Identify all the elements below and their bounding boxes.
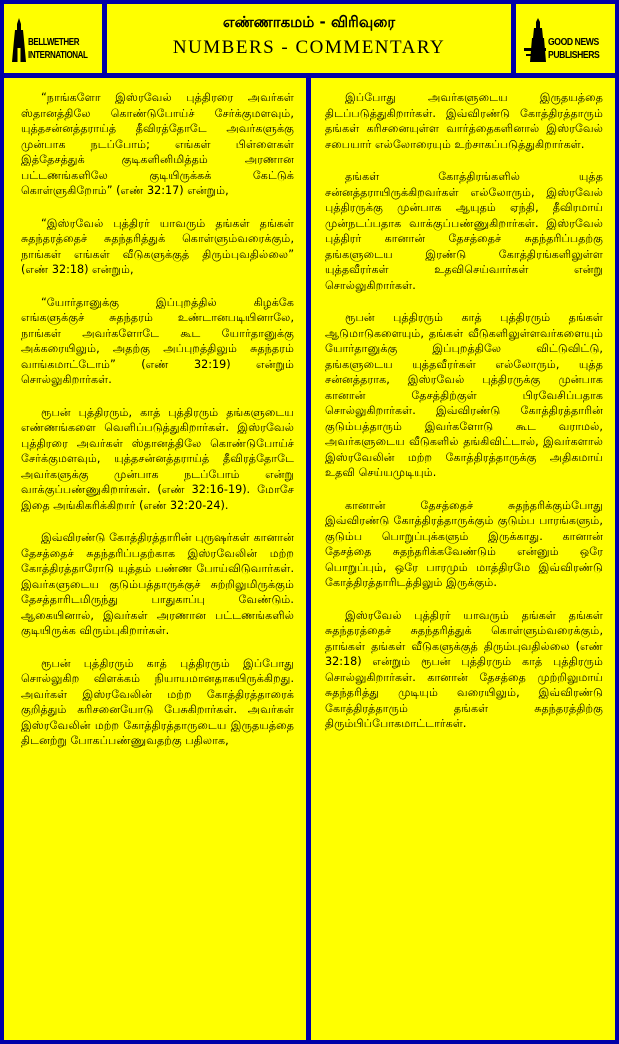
left-column [4,78,306,1040]
paragraph: ரூபன் புத்திரரும், காத் புத்திரரும் தங்களுடைய எண்ணங்களை வெளிப்படுத்துகிறார்கள். இஸ்ரவேல் புத்திரரை அவர்கள் ஸ்தானத்திலே கொண்டுபோய்ச் சேர்க்குமளவும், யுத்தசன்னத்தராய்த் தீவிரத்தோடே அவர்களுக்கு முன்பாக நடப்போம் என்று வாக்குப்பண்ணுகிறார்கள். (எண் 32:16-19). மோசே இதை அங்கிகரிக்கிறார் (எண் 32:20-24). [21,405,294,512]
header-title-box [107,4,511,73]
bellwether-logo-line2: INTERNATIONAL [28,50,88,61]
paragraph: இப்போது அவர்களுடைய இருதயத்தை திடப்படுத்துகிறார்கள். இவ்விரண்டு கோத்திரத்தாரும் தங்கள் கரிசனையுள்ள வார்த்தைகளினால் இஸ்ரவேல் சபையார் எல்லோரையும் உற்சாகப்படுத்துகிறார்கள். [325,91,603,151]
bellwether-tower-icon [12,18,26,62]
paragraph: “யோர்தானுக்கு இப்புறத்தில் கிழக்கே எங்களுக்குச் சுதந்தரம் உண்டானபடியினாலே, நாங்கள் அவர்களோடே கூட யோர்தானுக்கு அக்கரையிலும், அதற்கு அப்புறத்திலும் சுதந்தரம் வாங்கமாட்டோம்” (எண் 32:19) என்றும் சொல்லுகிறார்கள். [21,295,294,386]
good-news-logo-line2: PUBLISHERS [548,49,600,61]
good-news-logo [516,4,615,73]
paragraph: இவ்விரண்டு கோத்திரத்தாரின் புருஷர்கள் கானான் தேசத்தைச் சுதந்தரிப்பதற்காக இஸ்ரவேலின் மற்ற கோத்திரத்தாரோடு யுத்தம் பண்ண போய்விடுவார்கள். இவர்களுடைய குடும்பத்தாருக்குச் சுற்றிலுமிருக்கும் தேசத்தாரிடமிருந்து பாதுகாப்பு வேண்டும். ஆகையினால், இவர்கள் அரணான பட்டணங்களில் குடியிருக்க விரும்புகிறார்கள். [21,531,294,637]
paragraph: கானான் தேசத்தைச் சுதந்தரிக்கும்போது இவ்விரண்டு கோத்திரத்தாருக்கும் குடும்ப பாரங்களும், குடும்ப பொறுப்புக்களும் இருக்காது. கானான் தேசத்தை சுதந்தரிக்கவேண்டும் என்னும் ஒரே பொறுப்பும், ஒரே பாரமும் மாத்திரமே இவ்விரண்டு கோத்திரத்தாரிடத்திலும் இருக்கும். [325,498,603,589]
paragraph: ரூபன் புத்திரரும் காத் புத்திரரும் இப்போது சொல்லுகிற விளக்கம் நியாயமானதாகயிருக்கிறது. அவர்கள் இஸ்ரவேலின் மற்ற கோத்திரத்தாரைக் குறித்தும் கரிசனையோடு பேசுகிறார்கள். அவர்கள் இஸ்ரவேலின் மற்ற கோத்திரத்தாருடைய இருதயத்தை திடனற்று போகப்பண்ணுவதற்கு பதிலாக, [21,656,294,747]
bellwether-logo-line1: BELLWETHER [28,37,80,48]
paragraph: “இஸ்ரவேல் புத்திரர் யாவரும் தங்கள் தங்கள் சுதந்தரத்தைச் சுதந்தரித்துக் கொள்ளும்வரைக்கும், நாங்கள் எங்கள் வீடுகளுக்குத் திரும்புவதில்லை” (எண் 32:18) என்றும், [21,216,294,276]
left-column-text [21,90,294,766]
good-news-logo-line1: GOOD NEWS [548,36,599,48]
paragraph: தங்கள் கோத்திரங்களில் யுத்த சன்னத்தராயிருக்கிறவர்கள் எல்லோரும், இஸ்ரவேல் புத்திரருக்கு முன்பாக ஆயுதம் ஏந்தி, தீவிரமாய் முன்நடப்பதாக வாக்குப்பண்ணுகிறார்கள். இஸ்ரவேல் புத்திரர் கானான் தேசத்தைச் சுதந்தரிப்பதற்கு தங்களுடைய இரண்டு கோத்திரங்களிலுள்ள யுத்தவீரர்கள் உதவிசெய்வார்கள் என்று சொல்லுகிறார்கள். [325,170,603,292]
bellwether-logo [4,4,102,73]
paragraph: ரூபன் புத்திரரும் காத் புத்திரரும் தங்கள் ஆடுமாடுகளையும், தங்கள் வீடுகளிலுள்ளவர்களையும் யோர்தானுக்கு இப்புறத்திலே விட்டுவிட்டு, தங்களுடைய யுத்தவீரர்கள் எல்லோரும், யுத்த சன்னத்தராக, இஸ்ரவேல் புத்திரருக்கு முன்பாக கானான் தேசத்திற்குள் பிரவேசிப்பதாக சொல்லுகிறார்கள். இவ்விரண்டு கோத்திரத்தாரின் குடும்பத்தாரும் இவர்களோடு கூட வராமல், அவர்களுடைய வீடுகளில் தங்கிவிட்டால், இவர்களால் இஸ்ரவேலின் மற்ற கோத்திரத்தாருக்கு அதிகமாய் உதவி செய்யமுடியும். [325,311,603,479]
page-title-tamil: எண்ணாகமம் - விரிவுரை [222,13,396,31]
page-title-english: NUMBERS - COMMENTARY [172,37,446,58]
paragraph: “நாங்களோ இஸ்ரவேல் புத்திரரை அவர்கள் ஸ்தானத்திலே கொண்டுபோய்ச் சேர்க்குமளவும், யுத்தசன்னத்தராய்த் தீவிரத்தோடே அவர்களுக்கு முன்பாக நடப்போம்; எங்கள் பிள்ளைகள் இத்தேசத்துக் குடிகளினிமித்தம் அரணான பட்டணங்களிலே குடியிருக்கக் கேட்டுக் கொள்ளுகிறோம்” (எண் 32:17) என்றும், [21,91,294,197]
right-column-text [325,90,603,749]
good-news-logo-text [548,36,599,62]
good-news-tower-icon [524,18,546,62]
paragraph: இஸ்ரவேல் புத்திரர் யாவரும் தங்கள் தங்கள் சுதந்தரத்தைச் சுதந்தரித்துக் கொள்ளும்வரைக்கும், தாங்கள் தங்கள் வீடுகளுக்குத் திரும்புவதில்லை (எண் 32:18) என்றும் ரூபன் புத்திரரும் காத் புத்திரரும் சொல்லுகிறார்கள். கானான் தேசத்தை முற்றிலுமாய் சுதந்தரித்து முடியும் வரையிலும், இவ்விரண்டு கோத்திரத்தாரும் தங்கள் சுதந்தரத்திற்கு திரும்பிப்போகமாட்டார்கள். [325,608,603,730]
bellwether-logo-text [28,36,88,62]
right-column [311,78,615,1040]
